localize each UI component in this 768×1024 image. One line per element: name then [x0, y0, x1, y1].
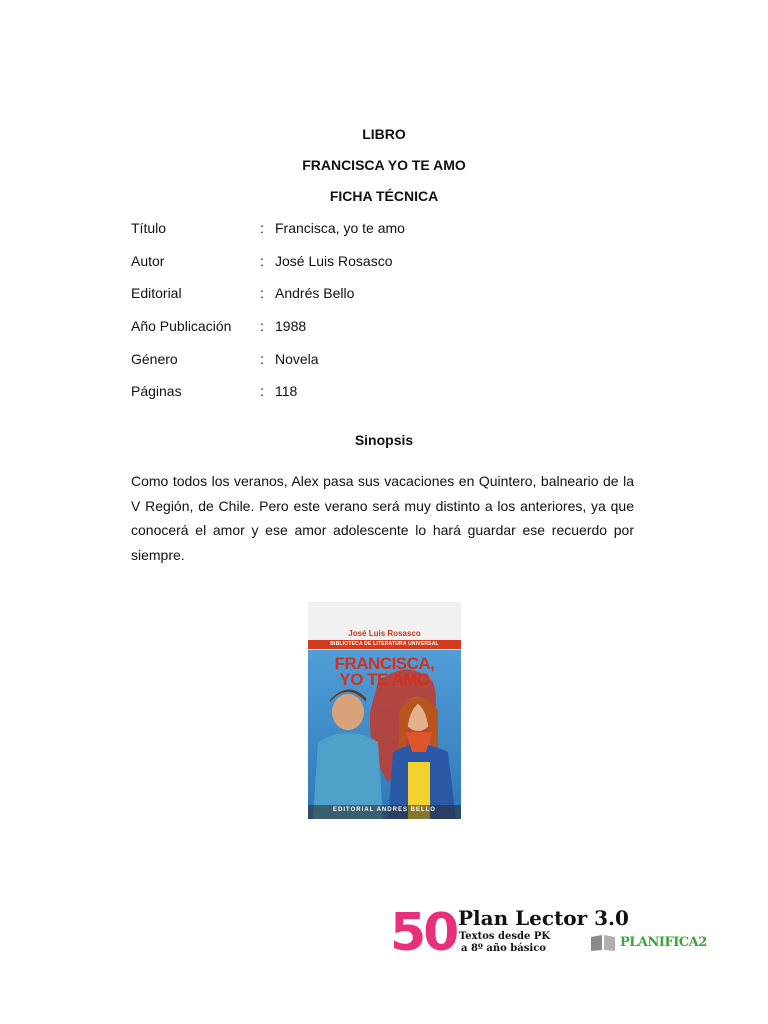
logo-title: Plan Lector 3.0 [458, 906, 629, 930]
logo-brand: PLANIFICA2 [620, 935, 707, 950]
ficha-value: Francisca, yo te amo [275, 220, 405, 236]
ficha-separator: : [260, 253, 264, 269]
ficha-separator: : [260, 285, 264, 301]
cover-author: José Luis Rosasco [348, 629, 421, 638]
ficha-label: Páginas [131, 383, 182, 399]
ficha-label: Título [131, 220, 167, 236]
logo-number: 50 [390, 903, 457, 963]
book-cover-image [308, 602, 461, 819]
cover-publisher: EDITORIAL ANDRES BELLO [333, 807, 436, 813]
ficha-value: Novela [275, 351, 319, 367]
synopsis-text: Como todos los veranos, Alex pasa sus vacaciones en Quintero, balneario de la V Región, de Chile. Pero este verano será muy distinto a los anteriores, ya que conocerá el amor y ese amor adolescente lo hará guardar ese recuerdo por siempre. [131, 473, 634, 563]
ficha-separator: : [260, 318, 264, 334]
ficha-value: Andrés Bello [275, 285, 355, 301]
logo-subtitle-1: Textos desde PK [459, 931, 551, 942]
synopsis-title: Sinopsis [354, 432, 414, 448]
cover-title-line2: YO TE AMO [339, 670, 430, 689]
ficha-label: Autor [131, 253, 165, 269]
book-icon [590, 934, 616, 952]
ficha-separator: : [260, 383, 264, 399]
ficha-tecnica-heading: FICHA TÉCNICA [329, 188, 439, 204]
ficha-value: José Luis Rosasco [275, 253, 393, 269]
plan-lector-logo [390, 904, 730, 962]
cover-series: BIBLIOTECA DE LITERATURA UNIVERSAL [330, 641, 439, 647]
ficha-separator: : [260, 220, 264, 236]
ficha-value: 1988 [275, 318, 307, 334]
logo-subtitle-2: a 8º año básico [461, 943, 546, 954]
ficha-value: 118 [275, 383, 298, 399]
ficha-label: Editorial [131, 285, 182, 301]
header-libro: LIBRO [362, 126, 406, 142]
book-title-heading: FRANCISCA YO TE AMO [302, 157, 466, 173]
cover-title-line1: FRANCISCA, [334, 654, 435, 673]
ficha-label: Género [131, 351, 178, 367]
ficha-separator: : [260, 351, 264, 367]
ficha-label: Año Publicación [131, 318, 232, 334]
